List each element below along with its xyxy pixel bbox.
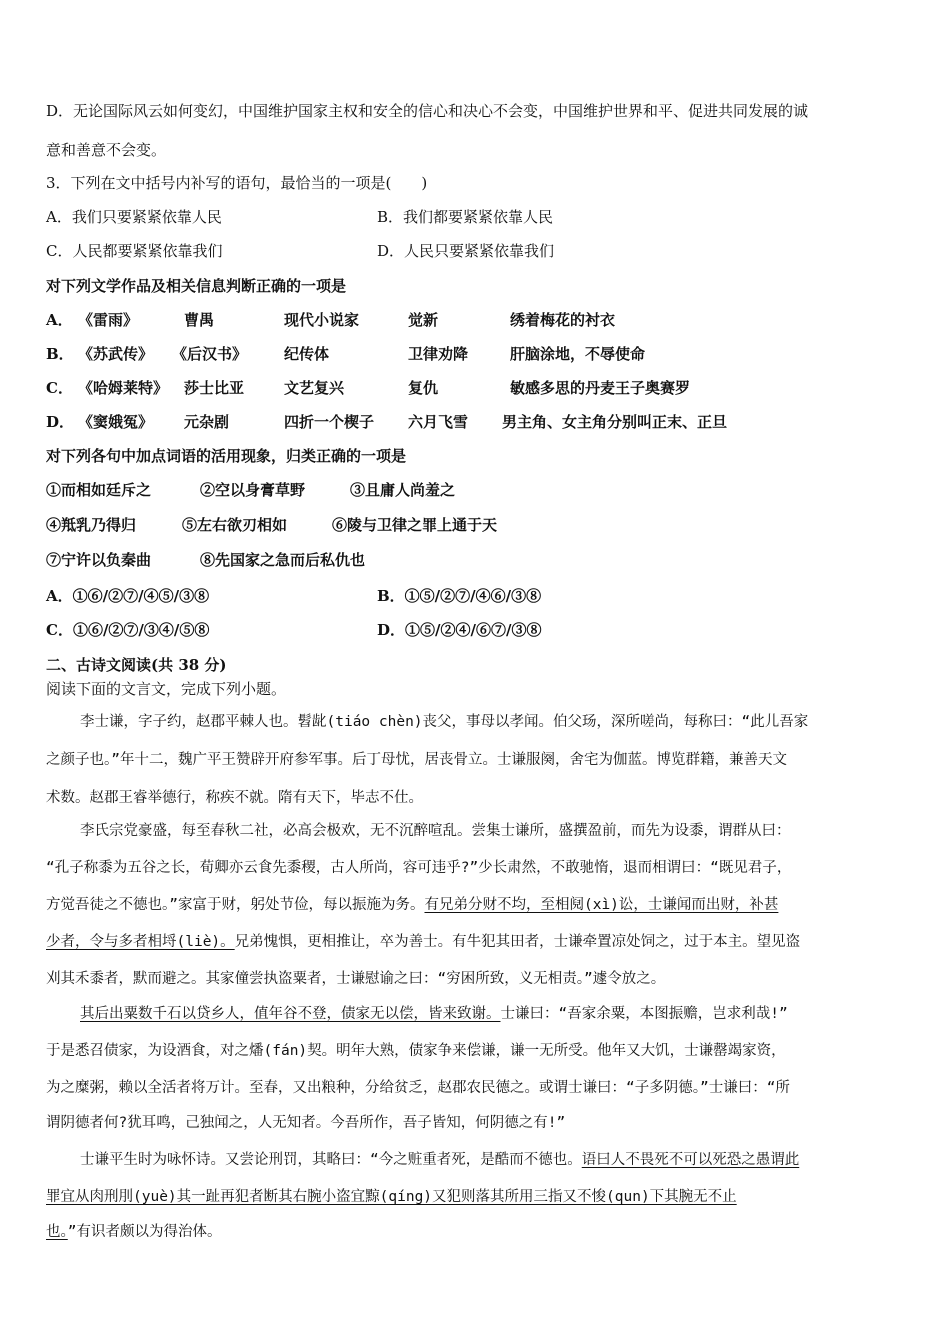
q-usage-sentences xyxy=(46,515,746,535)
passage-line xyxy=(46,1187,737,1207)
q3-option-a: A．我们只要紧紧依靠人民 xyxy=(46,208,222,226)
q-lit-desc: 绣着梅花的衬衣 xyxy=(510,311,616,329)
q3-option-d: D．人民只要紧紧依靠我们 xyxy=(377,242,555,260)
passage-line: 之颜子也。”年十二，魏广平王赞辟开府参军事。后丁母忧，居丧骨立。士谦服阕，舍宅为伽蓝。博览群籍，兼善天文 xyxy=(46,752,787,768)
q-usage-sentence: ⑤左右欲刃相如 xyxy=(182,516,288,534)
q-usage-sentence: ④羝乳乃得归 xyxy=(46,516,137,534)
q-usage-sentence: ⑥陵与卫律之罪上通于天 xyxy=(332,516,498,534)
passage-text: 士谦平生时为咏怀诗。又尝论刑罚，其略曰：“今之赃重者死，是酷而不德也。 xyxy=(80,1152,582,1168)
passage-line xyxy=(46,932,800,952)
q3-option-c: C．人民都要紧紧依靠我们 xyxy=(46,242,223,260)
q-lit-desc: 肝脑涂地，不辱使命 xyxy=(510,345,646,363)
q-lit-genre: 四折一个楔子 xyxy=(284,413,375,431)
passage-line: 术数。赵郡王睿举德行，称疾不就。隋有天下，毕志不仕。 xyxy=(46,790,423,806)
q-lit-author: 曹禺 xyxy=(184,311,215,329)
q-lit-row xyxy=(46,310,926,330)
q-lit-work: 《窦娥冤》 xyxy=(78,413,154,431)
passage-line: “孔子称黍为五谷之长，荀卿亦云食先黍稷，古人所尚，容可违乎?”少长肃然，不敢驰惰，退而相谓曰：“既见君子， xyxy=(46,860,792,876)
q-lit-label: B． xyxy=(46,345,74,363)
q-usage-sentences xyxy=(46,480,746,500)
q-usage-sentence: ③且庸人尚羞之 xyxy=(350,481,456,499)
q-usage-option-b: B．①⑤/②⑦/④⑥/③⑧ xyxy=(377,587,542,605)
q2-option-d-line1: D．无论国际风云如何变幻，中国维护国家主权和安全的信心和决心不会变，中国维护世界和平、促进共同发展的诚 xyxy=(46,102,809,120)
underlined-sentence: 也。 xyxy=(46,1224,68,1240)
q-lit-label: D． xyxy=(46,413,75,431)
q2-option-d-line2: 意和善意不会变。 xyxy=(46,141,167,159)
q-usage-sentence: ⑧先国家之急而后私仇也 xyxy=(200,551,366,569)
q-lit-row xyxy=(46,412,926,432)
passage-line xyxy=(80,1004,788,1024)
q-lit-char: 卫律劝降 xyxy=(408,345,469,363)
q-lit-char: 六月飞雪 xyxy=(408,413,469,431)
passage-line: 谓阴德者何?犹耳鸣，己独闻之，人无知者。今吾所作，吾子皆知，何阴德之有!” xyxy=(46,1115,566,1131)
q-lit-desc: 敏感多思的丹麦王子奥赛罗 xyxy=(510,379,691,397)
q-lit-row xyxy=(46,344,926,364)
underlined-sentence: 罪宜从肉刑刖(yuè)其一趾再犯者断其右腕小盗宜黥(qíng)又犯则落其所用三指又不悛(qun)下其腕无不止 xyxy=(46,1189,737,1205)
passage-line: 李氏宗党豪盛，每至春秋二社，必高会极欢，无不沉醉喧乱。尝集士谦所，盛撰盈前，而先为设黍，谓群从曰： xyxy=(80,823,791,839)
passage-text: 兄弟愧惧，更相推让，卒为善士。有牛犯其田者，士谦牵置凉处饲之，过于本主。望见盗 xyxy=(234,934,801,950)
q-lit-stem: 对下列文学作品及相关信息判断正确的一项是 xyxy=(46,277,347,295)
passage-line: 于是悉召债家，为设酒食，对之燔(fán)契。明年大熟，债家争来偿谦，谦一无所受。他年又大饥，士谦罄竭家资， xyxy=(46,1043,786,1059)
passage-line: 刈其禾黍者，默而避之。其家僮尝执盗粟者，士谦慰谕之曰：“穷困所致，义无相责。”遽令放之。 xyxy=(46,971,666,987)
q-lit-author: 《后汉书》 xyxy=(172,345,248,363)
q3-option-b: B．我们都要紧紧依靠人民 xyxy=(377,208,554,226)
q-lit-label: C． xyxy=(46,379,73,397)
passage-text: 士谦曰：“吾家余粟，本图振赡，岂求利哉!” xyxy=(500,1006,788,1022)
q3-stem: 3．下列在文中括号内补写的语句，最恰当的一项是( ) xyxy=(46,174,428,192)
q-lit-work: 《苏武传》 xyxy=(78,345,154,363)
q-lit-work: 《哈姆莱特》 xyxy=(78,379,169,397)
q-lit-label: A． xyxy=(46,311,73,329)
passage-text: 方觉吾徒之不德也。”家富于财，躬处节俭，每以振施为务。 xyxy=(46,897,425,913)
q-lit-genre: 现代小说家 xyxy=(284,311,360,329)
underlined-sentence: 其后出粟数千石以贷乡人，值年谷不登，债家无以偿，皆来致谢。 xyxy=(80,1006,501,1022)
passage-text: ”有识者颇以为得治体。 xyxy=(67,1224,222,1240)
q-lit-genre: 文艺复兴 xyxy=(284,379,345,397)
q-lit-row xyxy=(46,378,926,398)
underlined-sentence: 语曰人不畏死不可以死恐之愚谓此 xyxy=(581,1152,800,1168)
q-usage-stem: 对下列各句中加点词语的活用现象，归类正确的一项是 xyxy=(46,447,407,465)
q-usage-sentence: ②空以身膏草野 xyxy=(200,481,306,499)
passage-line xyxy=(46,895,778,915)
q-lit-author: 元杂剧 xyxy=(184,413,230,431)
passage-line: 李士谦，字子约，赵郡平棘人也。髫龀(tiáo chèn)丧父，事母以孝闻。伯父玚，深所嗟尚，每称曰：“此儿吾家 xyxy=(80,714,809,730)
underlined-sentence: 少者，令与多者相埒(liè)。 xyxy=(46,934,235,950)
q-usage-sentence: ⑦宁许以负秦曲 xyxy=(46,551,152,569)
q-usage-option-a: A．①⑥/②⑦/④⑤/③⑧ xyxy=(46,587,210,605)
q-usage-option-c: C．①⑥/②⑦/③④/⑤⑧ xyxy=(46,621,210,639)
q-usage-option-d: D．①⑤/②④/⑥⑦/③⑧ xyxy=(377,621,542,639)
q-lit-char: 复仇 xyxy=(408,379,439,397)
q-lit-desc: 男主角、女主角分别叫正末、正旦 xyxy=(502,413,728,431)
q-lit-genre: 纪传体 xyxy=(284,345,330,363)
section-title: 二、古诗文阅读(共 38 分) xyxy=(46,656,227,674)
passage-line xyxy=(80,1150,799,1170)
q-lit-author: 莎士比亚 xyxy=(184,379,245,397)
section-instruction: 阅读下面的文言文，完成下列小题。 xyxy=(46,680,287,698)
q-usage-sentences xyxy=(46,550,746,570)
q-usage-sentence: ①而相如廷斥之 xyxy=(46,481,152,499)
passage-line: 为之糜粥，赖以全活者将万计。至春，又出粮种，分给贫乏，赵郡农民德之。或谓士谦曰：“子多阴德。”士谦曰：“所 xyxy=(46,1080,790,1096)
q-lit-char: 觉新 xyxy=(408,311,439,329)
underlined-sentence: 有兄弟分财不均，至相阋(xì)讼，士谦闻而出财，补甚 xyxy=(424,897,779,913)
passage-line xyxy=(46,1222,221,1242)
q-lit-work: 《雷雨》 xyxy=(78,311,139,329)
